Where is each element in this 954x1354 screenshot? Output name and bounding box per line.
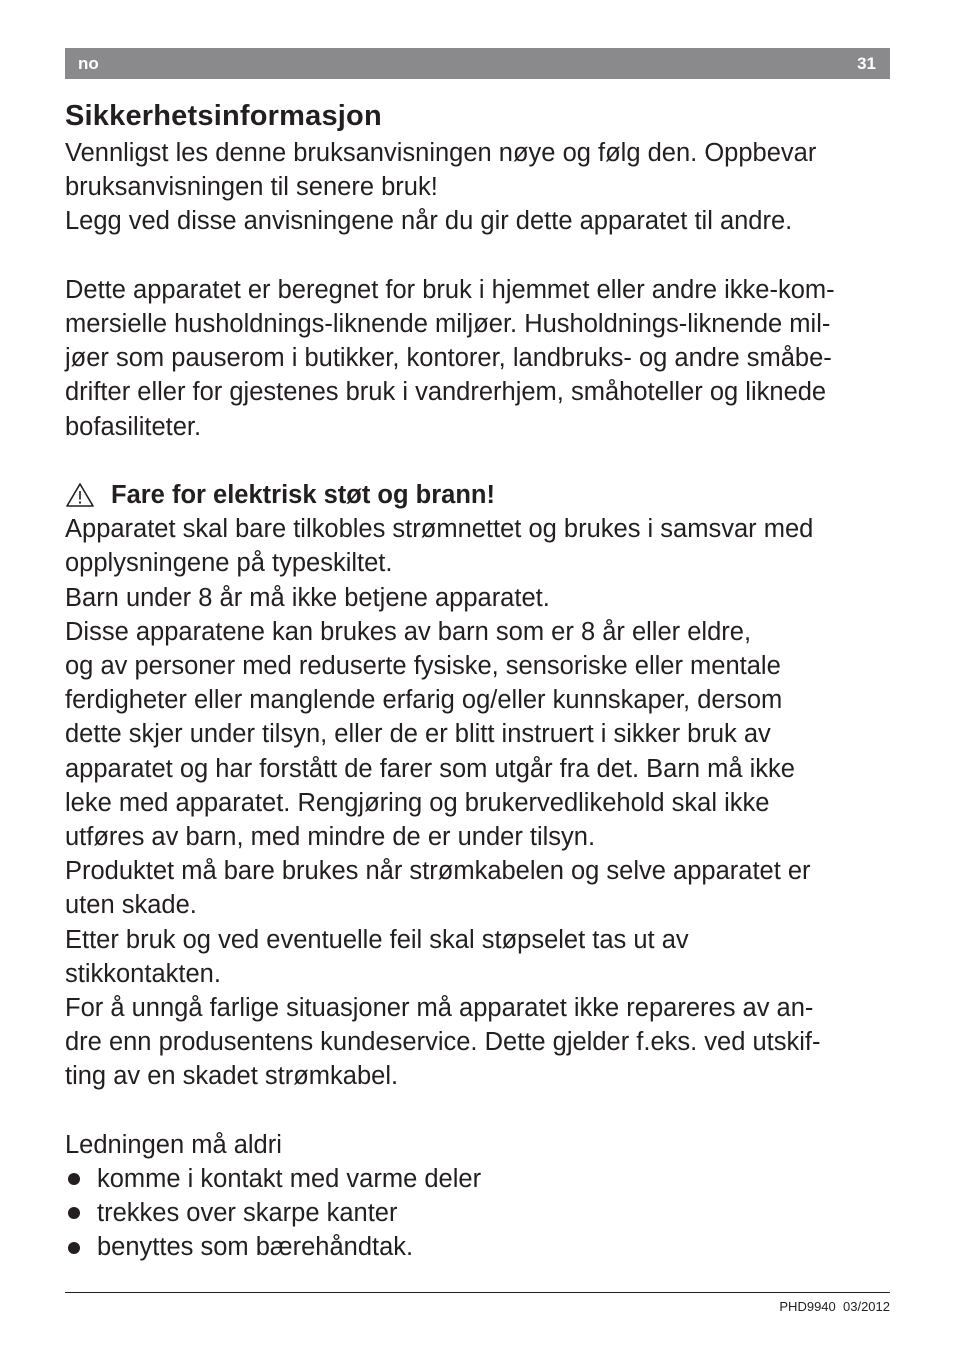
page-header-bar: [65, 48, 890, 79]
text-line: mersielle husholdnings-liknende miljøer. Husholdnings-liknende mil-: [65, 310, 831, 338]
text-line: Apparatet skal bare tilkobles strømnettet og brukes i samsvar med: [65, 515, 814, 544]
paragraph-gap: [65, 239, 895, 273]
page-number: 31: [857, 54, 876, 73]
bullet-icon: [68, 1242, 80, 1254]
text-line: Vennligst les denne bruksanvisningen nøye og følg den. Oppbevar: [65, 139, 817, 167]
text-line: Disse apparatene kan brukes av barn som er 8 år eller eldre,: [65, 617, 752, 646]
usage-paragraph: [65, 273, 895, 444]
section-title: Sikkerhetsinformasjon: [65, 100, 382, 132]
warning-paragraph: [65, 512, 895, 1093]
text-line: Legg ved disse anvisningene når du gir dette apparatet til andre.: [65, 207, 793, 236]
warning-heading-text: Fare for elektrisk støt og brann!: [111, 481, 495, 509]
text-line: Barn under 8 år må ikke betjene apparatet.: [65, 583, 550, 612]
paragraph-gap: [65, 1094, 895, 1128]
text-line: bruksanvisningen til senere bruk!: [65, 173, 438, 202]
paragraph-gap: [65, 444, 895, 478]
text-line: stikkontakten.: [65, 959, 221, 988]
intro-paragraph: [65, 136, 895, 239]
text-line: bofasiliteter.: [65, 412, 202, 441]
list-item-text: komme i kontakt med varme deler: [97, 1165, 482, 1194]
text-line: ferdigheter eller manglende erfarig og/eller kunnskaper, dersom: [65, 686, 783, 715]
text-line: For å unngå farlige situasjoner må apparatet ikke repareres av an-: [65, 994, 814, 1023]
list-item-text: benyttes som bærehåndtak.: [97, 1233, 414, 1262]
language-code: no: [78, 54, 99, 73]
text-line: Produktet må bare brukes når strømkabelen og selve apparatet er: [65, 857, 811, 886]
list-item-text: trekkes over skarpe kanter: [97, 1199, 398, 1228]
text-line: apparatet og har forstått de farer som utgår fra det. Barn må ikke: [65, 754, 795, 783]
text-line: dette skjer under tilsyn, eller de er blitt instruert i sikker bruk av: [65, 720, 771, 749]
footer-divider: [65, 1292, 890, 1293]
main-content: [65, 96, 895, 1265]
model-number: PHD9940: [779, 1299, 836, 1314]
text-line: jøer som pauserom i butikker, kontorer, landbruks- og andre småbe-: [65, 344, 832, 373]
text-line: leke med apparatet. Rengjøring og brukervedlikehold skal ikke: [65, 788, 770, 817]
text-line: Etter bruk og ved eventuelle feil skal støpselet tas ut av: [65, 925, 689, 954]
text-line: ting av en skadet strømkabel.: [65, 1062, 399, 1091]
text-line: dre enn produsentens kundeservice. Dette gjelder f.eks. ved utskif-: [65, 1028, 821, 1057]
warning-heading: [65, 478, 895, 512]
bullet-icon: [68, 1173, 80, 1185]
list-item: [65, 1162, 895, 1196]
text-line: og av personer med reduserte fysiske, sensoriske eller mentale: [65, 652, 781, 681]
list-item: [65, 1230, 895, 1264]
warning-triangle-icon: [65, 482, 95, 508]
text-line: drifter eller for gjestenes bruk i vandrerhjem, småhoteller og liknede: [65, 378, 827, 407]
bullet-icon: [68, 1207, 80, 1219]
cord-intro: Ledningen må aldri: [65, 1130, 282, 1159]
list-item: [65, 1196, 895, 1230]
cord-section: [65, 1128, 895, 1265]
footer-info: [779, 1299, 890, 1314]
text-line: Dette apparatet er beregnet for bruk i hjemmet eller andre ikke-kom-: [65, 275, 835, 304]
text-line: uten skade.: [65, 891, 197, 920]
text-line: opplysningene på typeskiltet.: [65, 549, 393, 578]
print-date: 03/2012: [843, 1299, 890, 1314]
text-line: utføres av barn, med mindre de er under tilsyn.: [65, 823, 596, 852]
